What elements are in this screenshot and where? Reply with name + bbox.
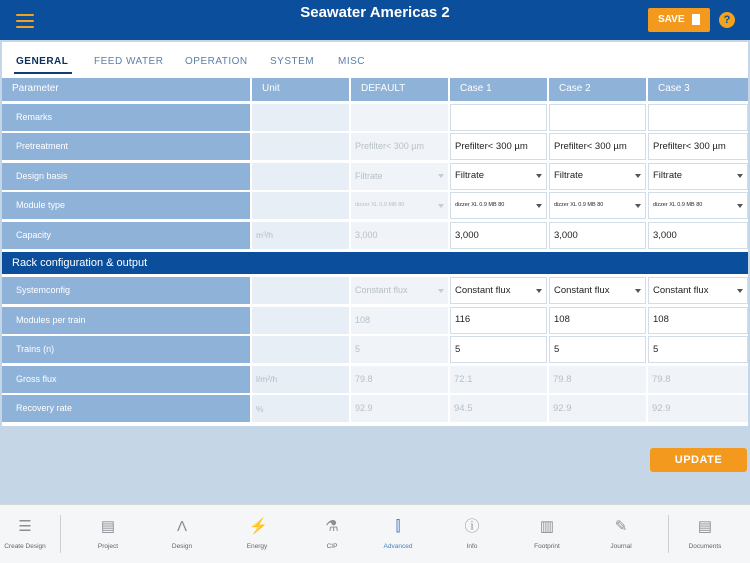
case-value-text: Filtrate: [653, 170, 683, 182]
case-input[interactable]: [450, 133, 547, 160]
design-icon: Λ: [176, 518, 188, 535]
footprint-icon: ▥: [539, 518, 555, 535]
nav-bar: [0, 0, 750, 40]
case-value-text: 108: [653, 314, 669, 326]
case-input[interactable]: [549, 336, 646, 363]
case-value-text: dizzer XL 0.9 MB 80: [554, 202, 604, 209]
table-row: [2, 307, 748, 334]
unit-cell: [252, 192, 349, 219]
default-value: 108: [355, 314, 371, 325]
tab-energy[interactable]: [227, 505, 287, 563]
case-value-text: Prefilter< 300 µm: [653, 140, 726, 152]
dropdown-caret-icon: [438, 289, 444, 293]
dropdown-caret-icon: [737, 204, 743, 208]
unit-cell: [252, 307, 349, 334]
table-row: [2, 104, 748, 131]
default-value-cell: [351, 104, 448, 131]
tab-label: Design: [171, 543, 193, 550]
dropdown-caret-icon: [536, 204, 542, 208]
case-value-text: Prefilter< 300 µm: [554, 140, 627, 152]
case-value-text: 3,000: [653, 229, 677, 241]
cip-flask-icon: ⚗: [325, 518, 339, 535]
tab-info[interactable]: [442, 505, 502, 563]
tab-label: CIP: [326, 543, 338, 550]
tab-separator: [668, 515, 669, 553]
tab-label: Create Design: [4, 543, 46, 550]
case-input[interactable]: [450, 307, 547, 334]
tab-operation[interactable]: OPERATION: [185, 56, 248, 67]
tab-label: Info: [466, 543, 478, 550]
dropdown-caret-icon: [737, 174, 743, 178]
row-label: Remarks: [2, 104, 250, 131]
default-value-cell: [351, 192, 448, 219]
dropdown-caret-icon: [737, 289, 743, 293]
main-content: [2, 42, 748, 426]
case-value-text: 5: [554, 343, 560, 355]
default-value-cell: [351, 395, 448, 422]
update-button[interactable]: UPDATE: [650, 448, 747, 472]
row-label: Systemconfig: [2, 277, 250, 304]
case-input[interactable]: [450, 222, 547, 249]
default-value: dizzer XL 0.9 MB 80: [355, 202, 405, 209]
case-input[interactable]: [450, 104, 547, 131]
unit-cell: m³/h: [252, 222, 349, 249]
case-value: [549, 366, 646, 393]
dropdown-caret-icon: [635, 204, 641, 208]
table-row: [2, 336, 748, 363]
case-input[interactable]: [648, 307, 748, 334]
tab-label: Energy: [246, 543, 268, 550]
active-tab-indicator: [14, 72, 72, 74]
case-value-text: 92.9: [652, 403, 671, 415]
journal-icon: ✎: [614, 518, 628, 535]
case-value-text: Constant flux: [455, 284, 511, 296]
tab-label: Project: [97, 543, 119, 550]
case-select[interactable]: [648, 277, 748, 304]
tab-cip[interactable]: [302, 505, 362, 563]
unit-cell: [252, 133, 349, 160]
tab-advanced[interactable]: [368, 505, 428, 563]
case-value-text: 79.8: [553, 373, 572, 385]
case-select[interactable]: [450, 277, 547, 304]
case-value: [450, 366, 547, 393]
unit-cell: l/m²/h: [252, 366, 349, 393]
tab-general[interactable]: GENERAL: [16, 56, 69, 67]
tab-bar: [2, 42, 748, 78]
tab-label: Journal: [610, 543, 632, 550]
dropdown-caret-icon: [438, 204, 444, 208]
case-input[interactable]: [549, 307, 646, 334]
default-value: 3,000: [355, 229, 378, 240]
case-value-text: 5: [455, 343, 461, 355]
default-value-cell: [351, 277, 448, 304]
case-value: [549, 395, 646, 422]
default-value-cell: [351, 222, 448, 249]
case-value-text: Constant flux: [554, 284, 610, 296]
dropdown-caret-icon: [536, 289, 542, 293]
row-label: Recovery rate: [2, 395, 250, 422]
section-header-rack: Rack configuration & output: [2, 252, 748, 274]
row-label: Pretreatment: [2, 133, 250, 160]
info-icon: ⓘ: [464, 518, 480, 535]
default-value: Prefilter< 300 µm: [355, 141, 424, 152]
case-value-text: 108: [554, 314, 570, 326]
case-input[interactable]: [648, 133, 748, 160]
unit-cell: [252, 336, 349, 363]
case-value-text: dizzer XL 0.9 MB 80: [455, 202, 505, 209]
case-value-text: 116: [455, 314, 471, 326]
column-header: Unit: [252, 78, 349, 101]
help-icon[interactable]: ?: [719, 12, 735, 28]
case-value-text: Constant flux: [653, 284, 709, 296]
row-label: Capacity: [2, 222, 250, 249]
column-header: Case 3: [648, 78, 748, 101]
unit-cell: %: [252, 395, 349, 422]
tab-create-design[interactable]: [0, 505, 55, 563]
table-row: [2, 277, 748, 304]
default-value-cell: [351, 133, 448, 160]
case-value-text: Filtrate: [554, 170, 584, 182]
dropdown-caret-icon: [635, 289, 641, 293]
tab-design[interactable]: [152, 505, 212, 563]
case-value-text: Filtrate: [455, 170, 485, 182]
default-value: Filtrate: [355, 170, 383, 181]
case-select[interactable]: [648, 163, 748, 190]
case-input[interactable]: [450, 336, 547, 363]
tab-project[interactable]: [78, 505, 138, 563]
tab-label: Footprint: [534, 543, 560, 550]
default-value: 79.8: [355, 373, 373, 384]
table-row: [2, 366, 748, 393]
energy-icon: ⚡: [249, 518, 268, 535]
case-value-text: 94.5: [454, 403, 473, 415]
default-value: 92.9: [355, 403, 373, 414]
row-label: Trains (n): [2, 336, 250, 363]
tab-documents[interactable]: [675, 505, 735, 563]
case-input[interactable]: [549, 104, 646, 131]
case-select[interactable]: [549, 163, 646, 190]
case-select[interactable]: [648, 192, 748, 219]
default-value-cell: [351, 366, 448, 393]
case-value-text: dizzer XL 0.9 MB 80: [653, 202, 703, 209]
table-header-row: [2, 78, 748, 101]
column-header: DEFAULT: [351, 78, 448, 101]
table-row: [2, 133, 748, 160]
case-input[interactable]: [648, 222, 748, 249]
tab-separator: [60, 515, 61, 553]
row-label: Modules per train: [2, 307, 250, 334]
case-value-text: Prefilter< 300 µm: [455, 140, 528, 152]
default-value-cell: [351, 307, 448, 334]
case-value-text: 5: [653, 343, 659, 355]
case-value-text: 92.9: [553, 403, 572, 415]
table-row: [2, 192, 748, 219]
tab-label: Documents: [688, 543, 722, 550]
page-title: Seawater Americas 2: [300, 4, 450, 21]
advanced-sliders-icon: ⫿: [395, 518, 401, 535]
case-input[interactable]: [549, 133, 646, 160]
unit-cell: [252, 104, 349, 131]
unit-cell: [252, 277, 349, 304]
save-button-label: SAVE: [658, 14, 685, 25]
default-value: 5: [355, 344, 361, 355]
case-select[interactable]: [549, 277, 646, 304]
dropdown-caret-icon: [438, 174, 444, 178]
tab-label: Advanced: [383, 543, 413, 550]
column-header: Case 1: [450, 78, 547, 101]
dropdown-caret-icon: [635, 174, 641, 178]
case-value-text: 79.8: [652, 373, 671, 385]
dropdown-caret-icon: [536, 174, 542, 178]
row-label: Module type: [2, 192, 250, 219]
case-value-text: 3,000: [554, 229, 578, 241]
default-value-cell: [351, 336, 448, 363]
save-button[interactable]: [648, 8, 710, 32]
case-value-text: 3,000: [455, 229, 479, 241]
table-row: [2, 222, 748, 249]
case-value-text: 72.1: [454, 373, 473, 385]
case-input[interactable]: [648, 104, 748, 131]
tab-misc[interactable]: MISC: [338, 56, 365, 67]
case-select[interactable]: [450, 192, 547, 219]
default-value-cell: [351, 163, 448, 190]
table-row: [2, 163, 748, 190]
project-icon: ▤: [100, 518, 116, 535]
case-input[interactable]: [648, 336, 748, 363]
row-label: Design basis: [2, 163, 250, 190]
documents-icon: ▤: [697, 518, 713, 535]
case-select[interactable]: [450, 163, 547, 190]
document-icon: [692, 14, 700, 25]
tab-journal[interactable]: [591, 505, 651, 563]
case-value: [648, 395, 748, 422]
case-select[interactable]: [549, 192, 646, 219]
row-label: Gross flux: [2, 366, 250, 393]
case-value: [450, 395, 547, 422]
tab-footprint[interactable]: [517, 505, 577, 563]
unit-cell: [252, 163, 349, 190]
table-row: [2, 395, 748, 422]
tab-system[interactable]: SYSTEM: [270, 56, 315, 67]
create-design-icon: ☰: [18, 518, 32, 535]
default-value: Constant flux: [355, 285, 408, 295]
case-input[interactable]: [549, 222, 646, 249]
case-value: [648, 366, 748, 393]
bottom-tab-bar: [0, 504, 750, 563]
column-header: Parameter: [2, 78, 250, 101]
column-header: Case 2: [549, 78, 646, 101]
tab-feed-water[interactable]: FEED WATER: [94, 56, 164, 67]
